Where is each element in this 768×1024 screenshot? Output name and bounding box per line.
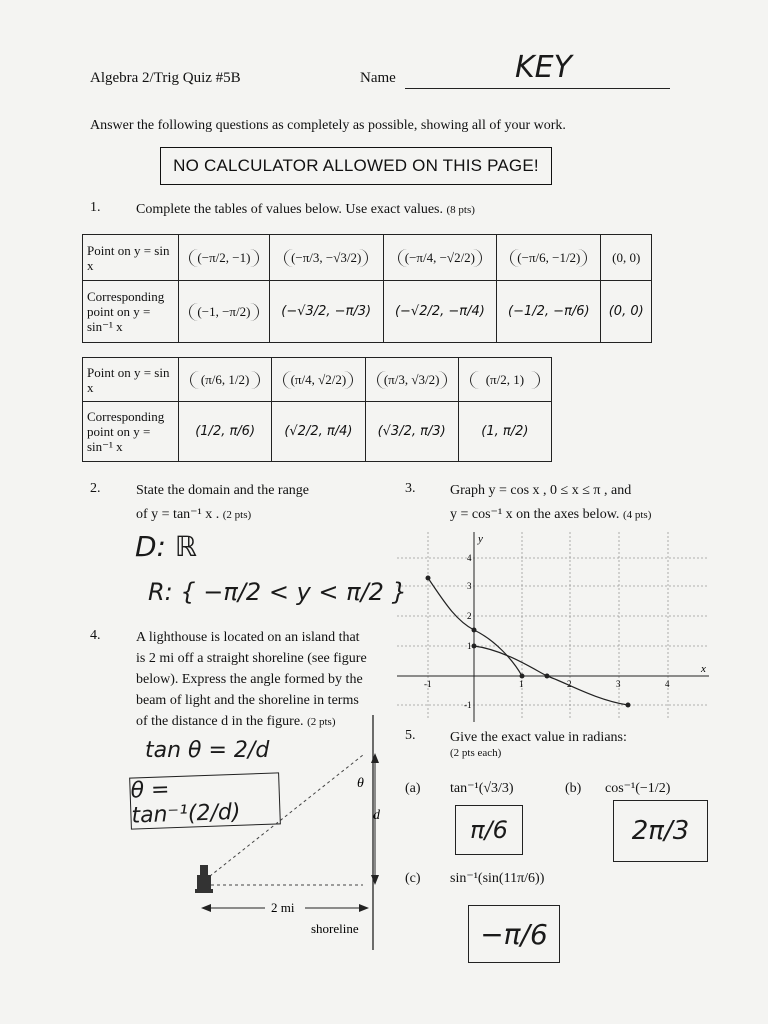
table2-row1-header: Point on y = sin x (83, 358, 179, 402)
q1-prompt: Complete the tables of values below. Use exact values. (136, 202, 443, 217)
y-tick: -1 (464, 700, 472, 710)
table1-cell: (−√2/2, −π/4) (383, 281, 497, 343)
q4-line: beam of light and the shoreline in terms (136, 693, 359, 708)
q3-text (450, 480, 651, 526)
curve-point (520, 674, 525, 679)
name-handwritten: KEY (515, 50, 572, 85)
shoreline-label: shoreline (311, 921, 359, 936)
q5b-expression: cos⁻¹(−1/2) (605, 781, 671, 796)
graph-grid (397, 532, 707, 720)
table1-row2-header: Corresponding point on y = sin⁻¹ x (83, 281, 179, 343)
x-tick: -1 (424, 679, 432, 689)
name-label: Name (360, 70, 396, 86)
x-axis-label: x (701, 663, 706, 675)
name-line (405, 88, 670, 89)
table1-cell: (−π/4, −√2/2) (383, 235, 497, 281)
q5-text: Give the exact value in radians: (450, 730, 627, 745)
table1-cell: (0, 0) (601, 281, 652, 343)
table2-cell: (π/2, 1) (458, 358, 551, 402)
q5a-expression: tan⁻¹(√3/3) (450, 781, 514, 796)
curve-point (426, 576, 431, 581)
table1-cell: (−1/2, −π/6) (497, 281, 601, 343)
table1-cell: (−π/2, −1) (179, 235, 270, 281)
table1-cell: (−1, −π/2) (179, 281, 270, 343)
curve-point (472, 644, 477, 649)
x-tick: 3 (616, 679, 621, 689)
q2-line-2: of y = tan⁻¹ x . (2 pts) (136, 507, 252, 522)
q5b-answer-box: 2π/3 (613, 800, 708, 862)
q5c-label: (c) (405, 871, 421, 886)
table1-row1-header: Point on y = sin x (83, 235, 179, 281)
q2-line-1: State the domain and the range (136, 483, 309, 498)
y-tick: 1 (467, 641, 472, 651)
q1-table-2 (82, 357, 552, 462)
y-tick: 4 (467, 553, 472, 563)
q4-line: of the distance d in the figure. (2 pts) (136, 714, 336, 729)
q3-graph (395, 530, 715, 725)
q1-text (136, 199, 475, 221)
q5a-label: (a) (405, 781, 421, 796)
y-axis-label: y (478, 533, 483, 545)
q2-text (136, 480, 309, 526)
table2-cell: (√2/2, π/4) (272, 402, 365, 462)
no-calculator-banner: NO CALCULATOR ALLOWED ON THIS PAGE! (160, 147, 552, 185)
q4-answer-box: θ = tan⁻¹(2/d) (129, 772, 281, 829)
q4-line: A lighthouse is located on an island that (136, 630, 360, 645)
table2-cell: (π/4, √2/2) (272, 358, 365, 402)
table1-cell: (−π/3, −√3/2) (269, 235, 383, 281)
table1-cell: (−√3/2, −π/3) (269, 281, 383, 343)
theta-label: θ (357, 776, 364, 791)
q4-work: tan θ = 2/d (145, 738, 270, 763)
q5-number: 5. (405, 728, 416, 743)
d-label: d (373, 808, 380, 823)
q5a-answer-box: π/6 (455, 805, 523, 855)
q1-points: (8 pts) (446, 204, 475, 216)
light-beam (205, 755, 363, 880)
x-tick: 4 (665, 679, 670, 689)
lighthouse-icon (195, 865, 213, 893)
q1-number: 1. (90, 200, 101, 215)
table2-cell: (1/2, π/6) (179, 402, 272, 462)
q5-points: (2 pts each) (450, 747, 502, 759)
y-tick: 2 (467, 611, 472, 621)
distance-label: 2 mi (271, 900, 295, 915)
q2-points: (2 pts) (222, 509, 252, 521)
curve-point (626, 703, 631, 708)
distance-arrow-head-right (359, 904, 369, 912)
q3-number: 3. (405, 481, 416, 496)
q3-line-1: Graph y = cos x , 0 ≤ x ≤ π , and (450, 483, 632, 498)
x-tick: 2 (567, 679, 572, 689)
lighthouse-figure (185, 715, 385, 955)
q4-line: is 2 mi off a straight shoreline (see figure (136, 651, 367, 666)
q5c-expression: sin⁻¹(sin(11π/6)) (450, 871, 545, 886)
distance-arrow-head-left (201, 904, 211, 912)
table1-cell: (−π/6, −1/2) (497, 235, 601, 281)
table1-cell: (0, 0) (601, 235, 652, 281)
q4-number: 4. (90, 628, 101, 643)
q3-points: (4 pts) (622, 509, 652, 521)
q2-range-answer: R: { −π/2 < y < π/2 } (148, 578, 407, 606)
q5b-label: (b) (565, 781, 582, 796)
arccos-curve (428, 578, 522, 676)
q4-points: (2 pts) (307, 716, 336, 728)
y-tick: 3 (467, 581, 472, 591)
q5c-answer-box: −π/6 (468, 905, 560, 963)
instructions: Answer the following questions as completely as possible, showing all of your work. (90, 118, 566, 133)
table2-cell: (π/6, 1/2) (179, 358, 272, 402)
x-tick: 1 (519, 679, 524, 689)
table2-cell: (π/3, √3/2) (365, 358, 458, 402)
q3-line-2: y = cos⁻¹ x on the axes below. (4 pts) (450, 507, 652, 522)
table2-cell: (√3/2, π/3) (365, 402, 458, 462)
curve-point (545, 674, 550, 679)
q2-number: 2. (90, 481, 101, 496)
d-arrow-head-up (371, 753, 379, 763)
q2-domain-answer: D: ℝ (135, 530, 198, 563)
table2-cell: (1, π/2) (458, 402, 551, 462)
q4-line: below). Express the angle formed by the (136, 672, 363, 687)
table2-row2-header: Corresponding point on y = sin⁻¹ x (83, 402, 179, 462)
d-arrow-head-down (371, 875, 379, 885)
curve-point (472, 628, 477, 633)
q1-table-1 (82, 234, 652, 343)
quiz-title: Algebra 2/Trig Quiz #5B (90, 70, 241, 86)
